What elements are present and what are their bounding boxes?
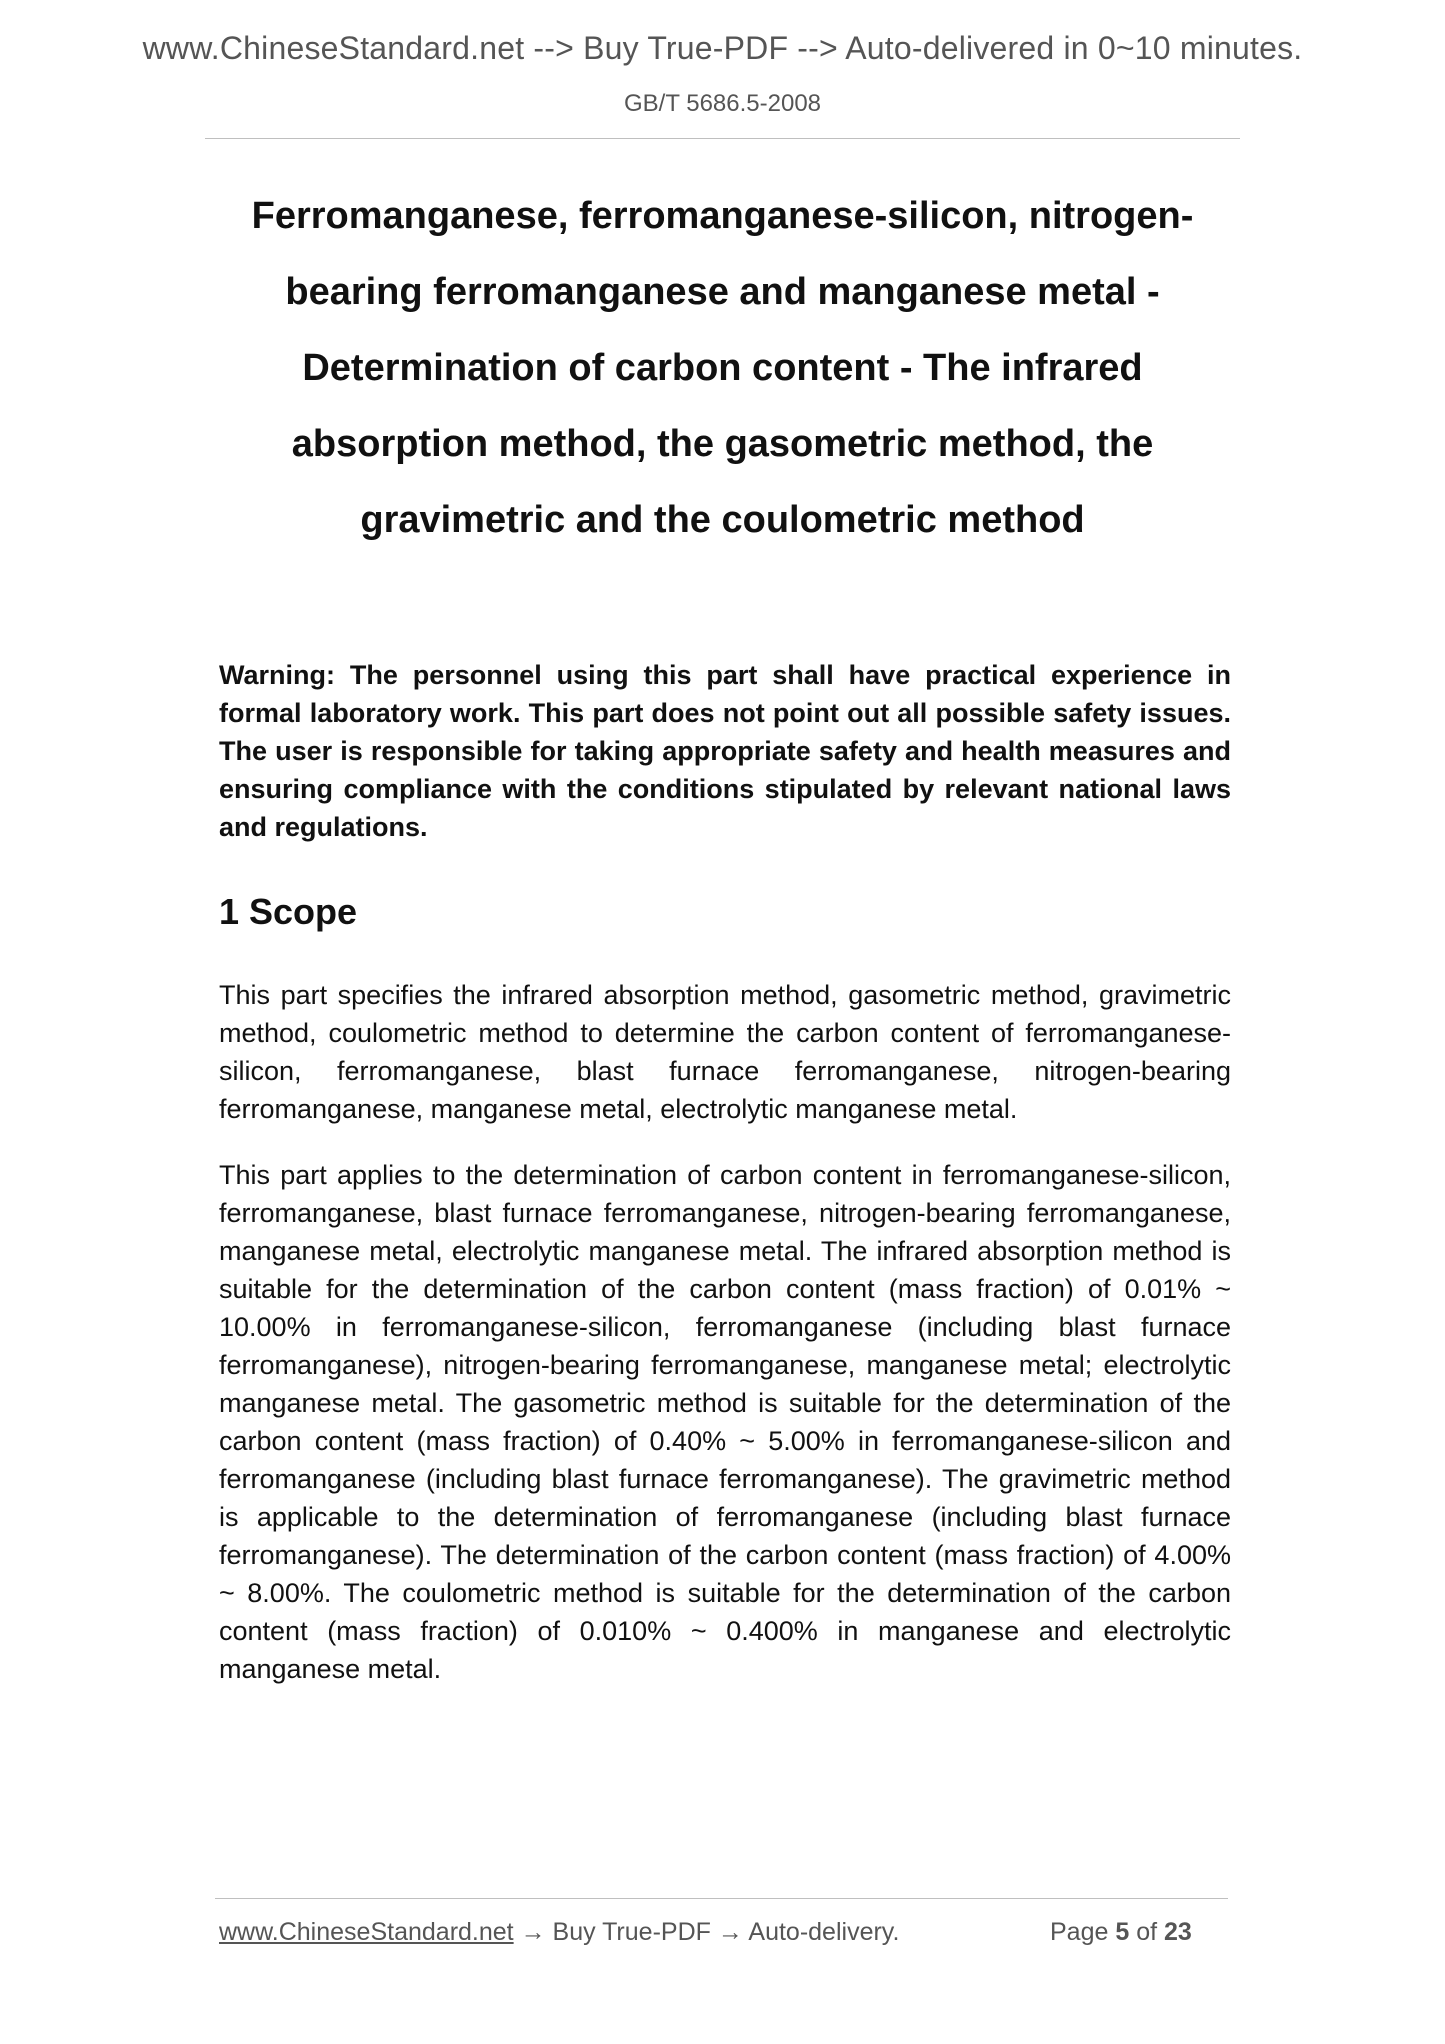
title-line: Determination of carbon content - The infrared	[302, 347, 1143, 389]
total-pages: 23	[1164, 1918, 1192, 1946]
standard-code: GB/T 5686.5-2008	[623, 90, 822, 117]
title-line: gravimetric and the coulometric method	[360, 499, 1085, 541]
page-indicator	[1050, 1918, 1192, 1947]
page-number: 5	[1115, 1918, 1130, 1946]
title-line: Ferromanganese, ferromanganese-silicon, nitrogen-	[251, 195, 1194, 237]
site-banner: www.ChineseStandard.net --> Buy True-PDF --> Auto-delivered in 0~10 minutes.	[142, 30, 1303, 66]
document-body	[219, 656, 1231, 1688]
title-line: absorption method, the gasometric method, the	[291, 423, 1154, 465]
scope-paragraph: This part applies to the determination of carbon content in ferromanganese-silicon, ferromanganese, blast furnace ferromanganese, nitrogen-bearing ferromanganese, manganese metal, electrolytic manganese metal. The infrared absorption method is suitable for the determination of the carbon content (mass fraction) of 0.01% ~ 10.00% in ferromanganese-silicon, ferromanganese (including blast furnace ferromanganese), nitrogen-bearing ferromanganese, manganese metal; electrolytic manganese metal. The gasometric method is suitable for the determination of the carbon content (mass fraction) of 0.40% ~ 5.00% in ferromanganese-silicon and ferromanganese (including blast furnace ferromanganese). The gravimetric method is applicable to the determination of ferromanganese (including blast furnace ferromanganese). The determination of the carbon content (mass fraction) of 4.00% ~ 8.00%. The coulometric method is suitable for the determination of the carbon content (mass fraction) of 0.010% ~ 0.400% in manganese and electrolytic manganese metal.	[219, 1160, 1231, 1684]
page-label: Page	[1050, 1918, 1109, 1946]
of-label: of	[1136, 1918, 1158, 1946]
footer-divider	[215, 1898, 1228, 1899]
footer-link-area	[219, 1918, 899, 1947]
safety-warning: Warning: The personnel using this part shall have practical experience in formal laboratory work. This part does not point out all possible safety issues. The user is responsible for taking appropriate safety and health measures and ensuring compliance with the conditions stipulated by relevant national laws and regulations.	[219, 660, 1231, 842]
scope-paragraph: This part specifies the infrared absorption method, gasometric method, gravimetric method, coulometric method to determine the carbon content of ferromanganese-silicon, ferromanganese, blast furnace ferromanganese, nitrogen-bearing ferromanganese, manganese metal, electrolytic manganese metal.	[219, 980, 1231, 1124]
header-divider	[205, 138, 1240, 139]
site-link[interactable]: www.ChineseStandard.net	[219, 1918, 514, 1946]
delivery-text: → Buy True-PDF → Auto-delivery.	[513, 1918, 900, 1946]
title-line: bearing ferromanganese and manganese metal -	[285, 271, 1160, 313]
document-title	[180, 178, 1265, 558]
section-heading-scope: 1 Scope	[219, 891, 358, 932]
